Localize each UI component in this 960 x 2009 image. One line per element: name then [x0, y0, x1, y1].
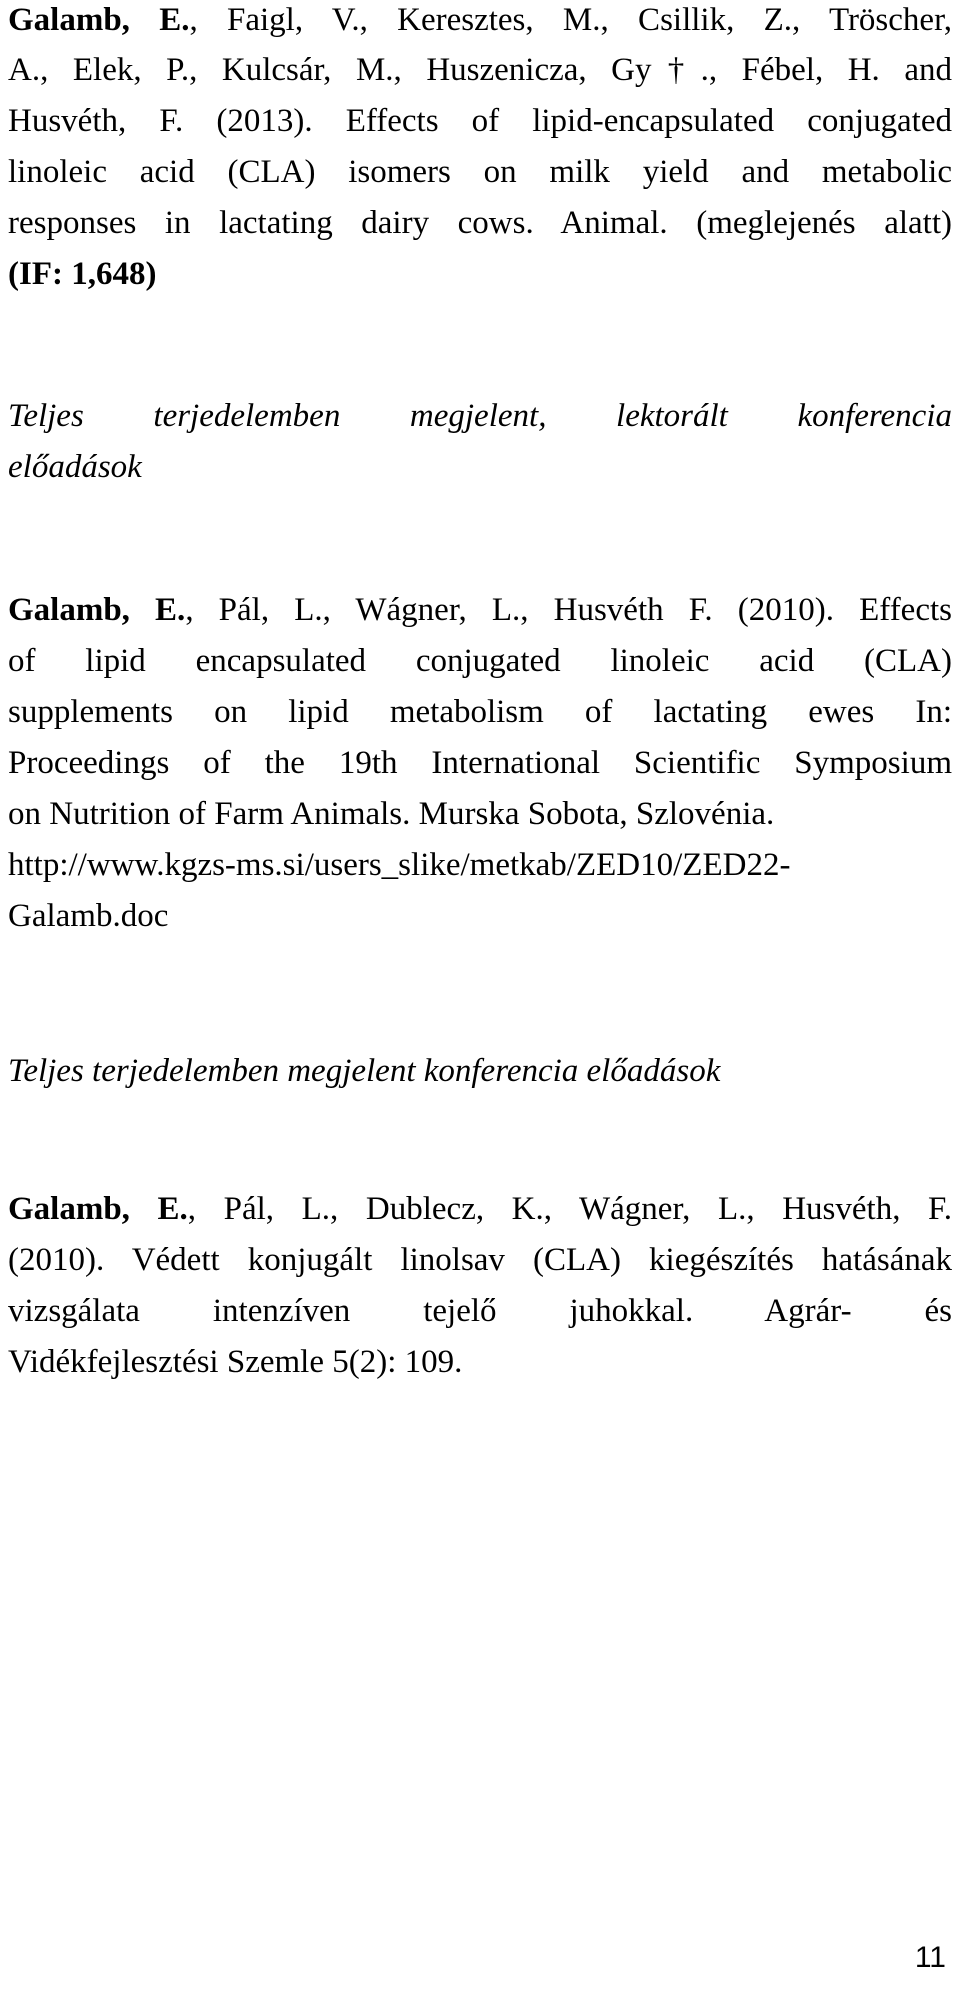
ref1-line-1	[8, 0, 952, 40]
ref1-line-3: Husvéth, F. (2013). Effects of lipid-encapsulated conjugated	[8, 103, 952, 139]
ref2-line-6: http://www.kgzs-ms.si/users_slike/metkab/ZED10/ZED22-	[8, 847, 791, 883]
ref3-line-3: vizsgálata intenzíven tejelő juhokkal. Agrár- és	[8, 1293, 952, 1329]
section-heading-1-line-2: előadások	[8, 449, 142, 485]
ref2-author-bold: Galamb, E.	[8, 592, 186, 628]
ref2-line-2: of lipid encapsulated conjugated linoleic acid (CLA)	[8, 643, 952, 679]
ref1-author-bold: Galamb, E.	[8, 2, 190, 38]
ref2-line-3: supplements on lipid metabolism of lactating ewes In:	[8, 694, 952, 730]
ref1-line-1-rest: , Faigl, V., Keresztes, M., Csillik, Z., Tröscher,	[189, 2, 952, 38]
section-heading-1-line-1: Teljes terjedelemben megjelent, lektorált konferencia	[8, 398, 952, 434]
ref2-line-1	[8, 590, 952, 630]
ref2-line-7: Galamb.doc	[8, 898, 169, 934]
ref3-line-1	[8, 1189, 952, 1229]
page-number: 11	[914, 1941, 946, 1974]
ref1-line-6: (IF: 1,648)	[8, 256, 157, 292]
ref3-line-4: Vidékfejlesztési Szemle 5(2): 109.	[8, 1344, 463, 1380]
ref3-author-bold: Galamb, E.	[8, 1191, 188, 1227]
ref1-line-5: responses in lactating dairy cows. Animal. (meglejenés alatt)	[8, 205, 952, 241]
ref2-line-4: Proceedings of the 19th International Scientific Symposium	[8, 745, 952, 781]
ref3-line-2: (2010). Védett konjugált linolsav (CLA) kiegészítés hatásának	[8, 1242, 952, 1278]
ref1-line-2: A., Elek, P., Kulcsár, M., Huszenicza, Gy†., Fébel, H. and	[8, 52, 952, 88]
ref3-line-1-rest: , Pál, L., Dublecz, K., Wágner, L., Husvéth, F.	[187, 1191, 953, 1227]
ref2-line-5: on Nutrition of Farm Animals. Murska Sobota, Szlovénia.	[8, 796, 775, 832]
ref1-line-4: linoleic acid (CLA) isomers on milk yield and metabolic	[8, 154, 952, 190]
section-heading-2: Teljes terjedelemben megjelent konferencia előadások	[8, 1053, 721, 1089]
ref2-line-1-rest: , Pál, L., Wágner, L., Husvéth F. (2010). Effects	[185, 592, 952, 628]
